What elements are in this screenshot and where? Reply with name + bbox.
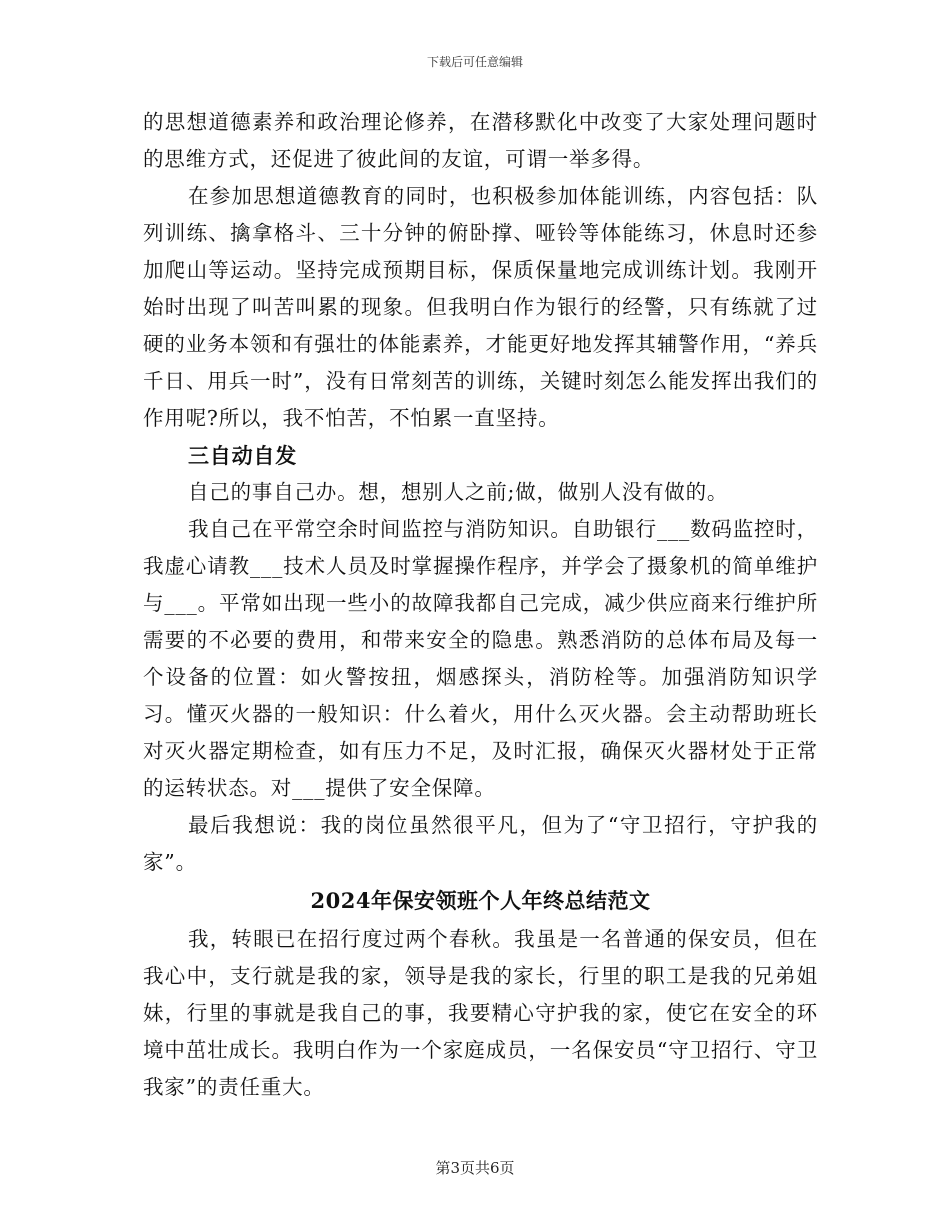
paragraph-6: 我，转眼已在招行度过两个春秋。我虽是一名普通的保安员，但在我心中，支行就是我的家，领导是我的家长，行里的职工是我的兄弟姐妹，行里的事就是我自己的事，我要精心守护我的家，使它在安全的环境中茁壮成长。我明白作为一个家庭成员，一名保安员“守卫招行、守卫我家”的责任重大。 (143, 927, 818, 1099)
paragraph-2: 在参加思想道德教育的同时，也积极参加体能训练，内容包括：队列训练、擒拿格斗、三十分钟的俯卧撑、哑铃等体能练习，休息时还参加爬山等运动。坚持完成预期目标，保质保量地完成训练计划。我刚开始时出现了叫苦叫累的现象。但我明白作为银行的经警，只有练就了过硬的业务本领和有强壮的体能素养，才能更好地发挥其辅警作用，“养兵千日、用兵一时”，没有日常刻苦的训练，关键时刻怎么能发挥出我们的作用呢?所以，我不怕苦，不怕累一直坚持。 (143, 184, 818, 430)
section-heading: 三自动自发 (188, 443, 297, 468)
paragraph-1: 的思想道德素养和政治理论修养，在潜移默化中改变了大家处理问题时的思维方式，还促进了彼此间的友谊，可谓一举多得。 (143, 110, 818, 171)
document-body (143, 104, 818, 1106)
paragraph-4: 我自己在平常空余时间监控与消防知识。自助银行___数码监控时，我虚心请教___技术人员及时掌握操作程序，并学会了摄象机的简单维护与___。平常如出现一些小的故障我都自己完成，减少供应商来行维护所需要的不必要的费用，和带来安全的隐患。熟悉消防的总体布局及每一个设备的位置：如火警按扭，烟感探头，消防栓等。加强消防知识学习。懂灭火器的一般知识：什么着火，用什么灭火器。会主动帮助班长对灭火器定期检查，如有压力不足，及时汇报，确保灭火器材处于正常的运转状态。对___提供了安全保障。 (143, 517, 818, 800)
paragraph-3: 自己的事自己办。想，想别人之前;做，做别人没有做的。 (188, 480, 729, 504)
page-header-note: 下载后可任意编辑 (426, 55, 523, 69)
paragraph-5: 最后我想说：我的岗位虽然很平凡，但为了“守卫招行，守护我的家”。 (143, 813, 818, 874)
page-number: 第3页共6页 (435, 1159, 515, 1177)
document-title: 2024年保安领班个人年终总结范文 (310, 888, 651, 913)
